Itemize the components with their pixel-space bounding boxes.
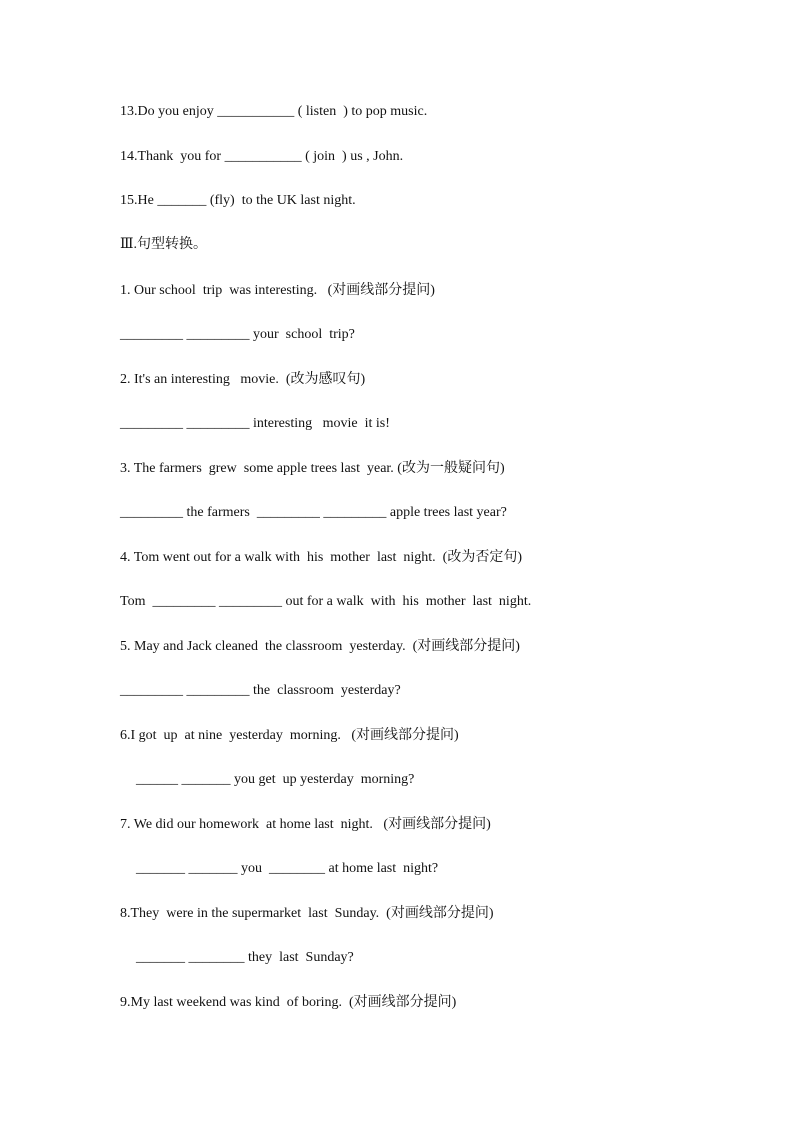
answer-7: _______ _______ you ________ at home last night? (136, 861, 439, 876)
question-1: 1. Our school trip was interesting. (对画线部分提问) (120, 283, 435, 298)
answer-2: _________ _________ interesting movie it is! (120, 416, 390, 431)
question-3: 3. The farmers grew some apple trees last year. (改为一般疑问句) (120, 461, 505, 476)
question-5: 5. May and Jack cleaned the classroom yesterday. (对画线部分提问) (120, 639, 520, 654)
answer-1: _________ _________ your school trip? (120, 327, 355, 342)
question-8: 8.They were in the supermarket last Sunday. (对画线部分提问) (120, 906, 494, 921)
exercise-line-15: 15.He _______ (fly) to the UK last night. (120, 193, 356, 208)
section-heading: Ⅲ.句型转换。 (120, 237, 208, 252)
question-4: 4. Tom went out for a walk with his mother last night. (改为否定句) (120, 550, 522, 565)
answer-6: ______ _______ you get up yesterday morning? (136, 772, 415, 787)
exercise-line-14: 14.Thank you for ___________ ( join ) us , John. (120, 149, 404, 164)
answer-8: _______ ________ they last Sunday? (136, 950, 354, 965)
question-2: 2. It's an interesting movie. (改为感叹句) (120, 372, 366, 387)
exercise-line-13: 13.Do you enjoy ___________ ( listen ) to pop music. (120, 104, 428, 119)
answer-4: Tom _________ _________ out for a walk with his mother last night. (120, 594, 532, 609)
question-7: 7. We did our homework at home last night. (对画线部分提问) (120, 817, 491, 832)
answer-5: _________ _________ the classroom yesterday? (120, 683, 401, 698)
question-9: 9.My last weekend was kind of boring. (对画线部分提问) (120, 995, 457, 1010)
answer-3: _________ the farmers _________ _________ apple trees last year? (120, 505, 507, 520)
question-6: 6.I got up at nine yesterday morning. (对画线部分提问) (120, 728, 459, 743)
